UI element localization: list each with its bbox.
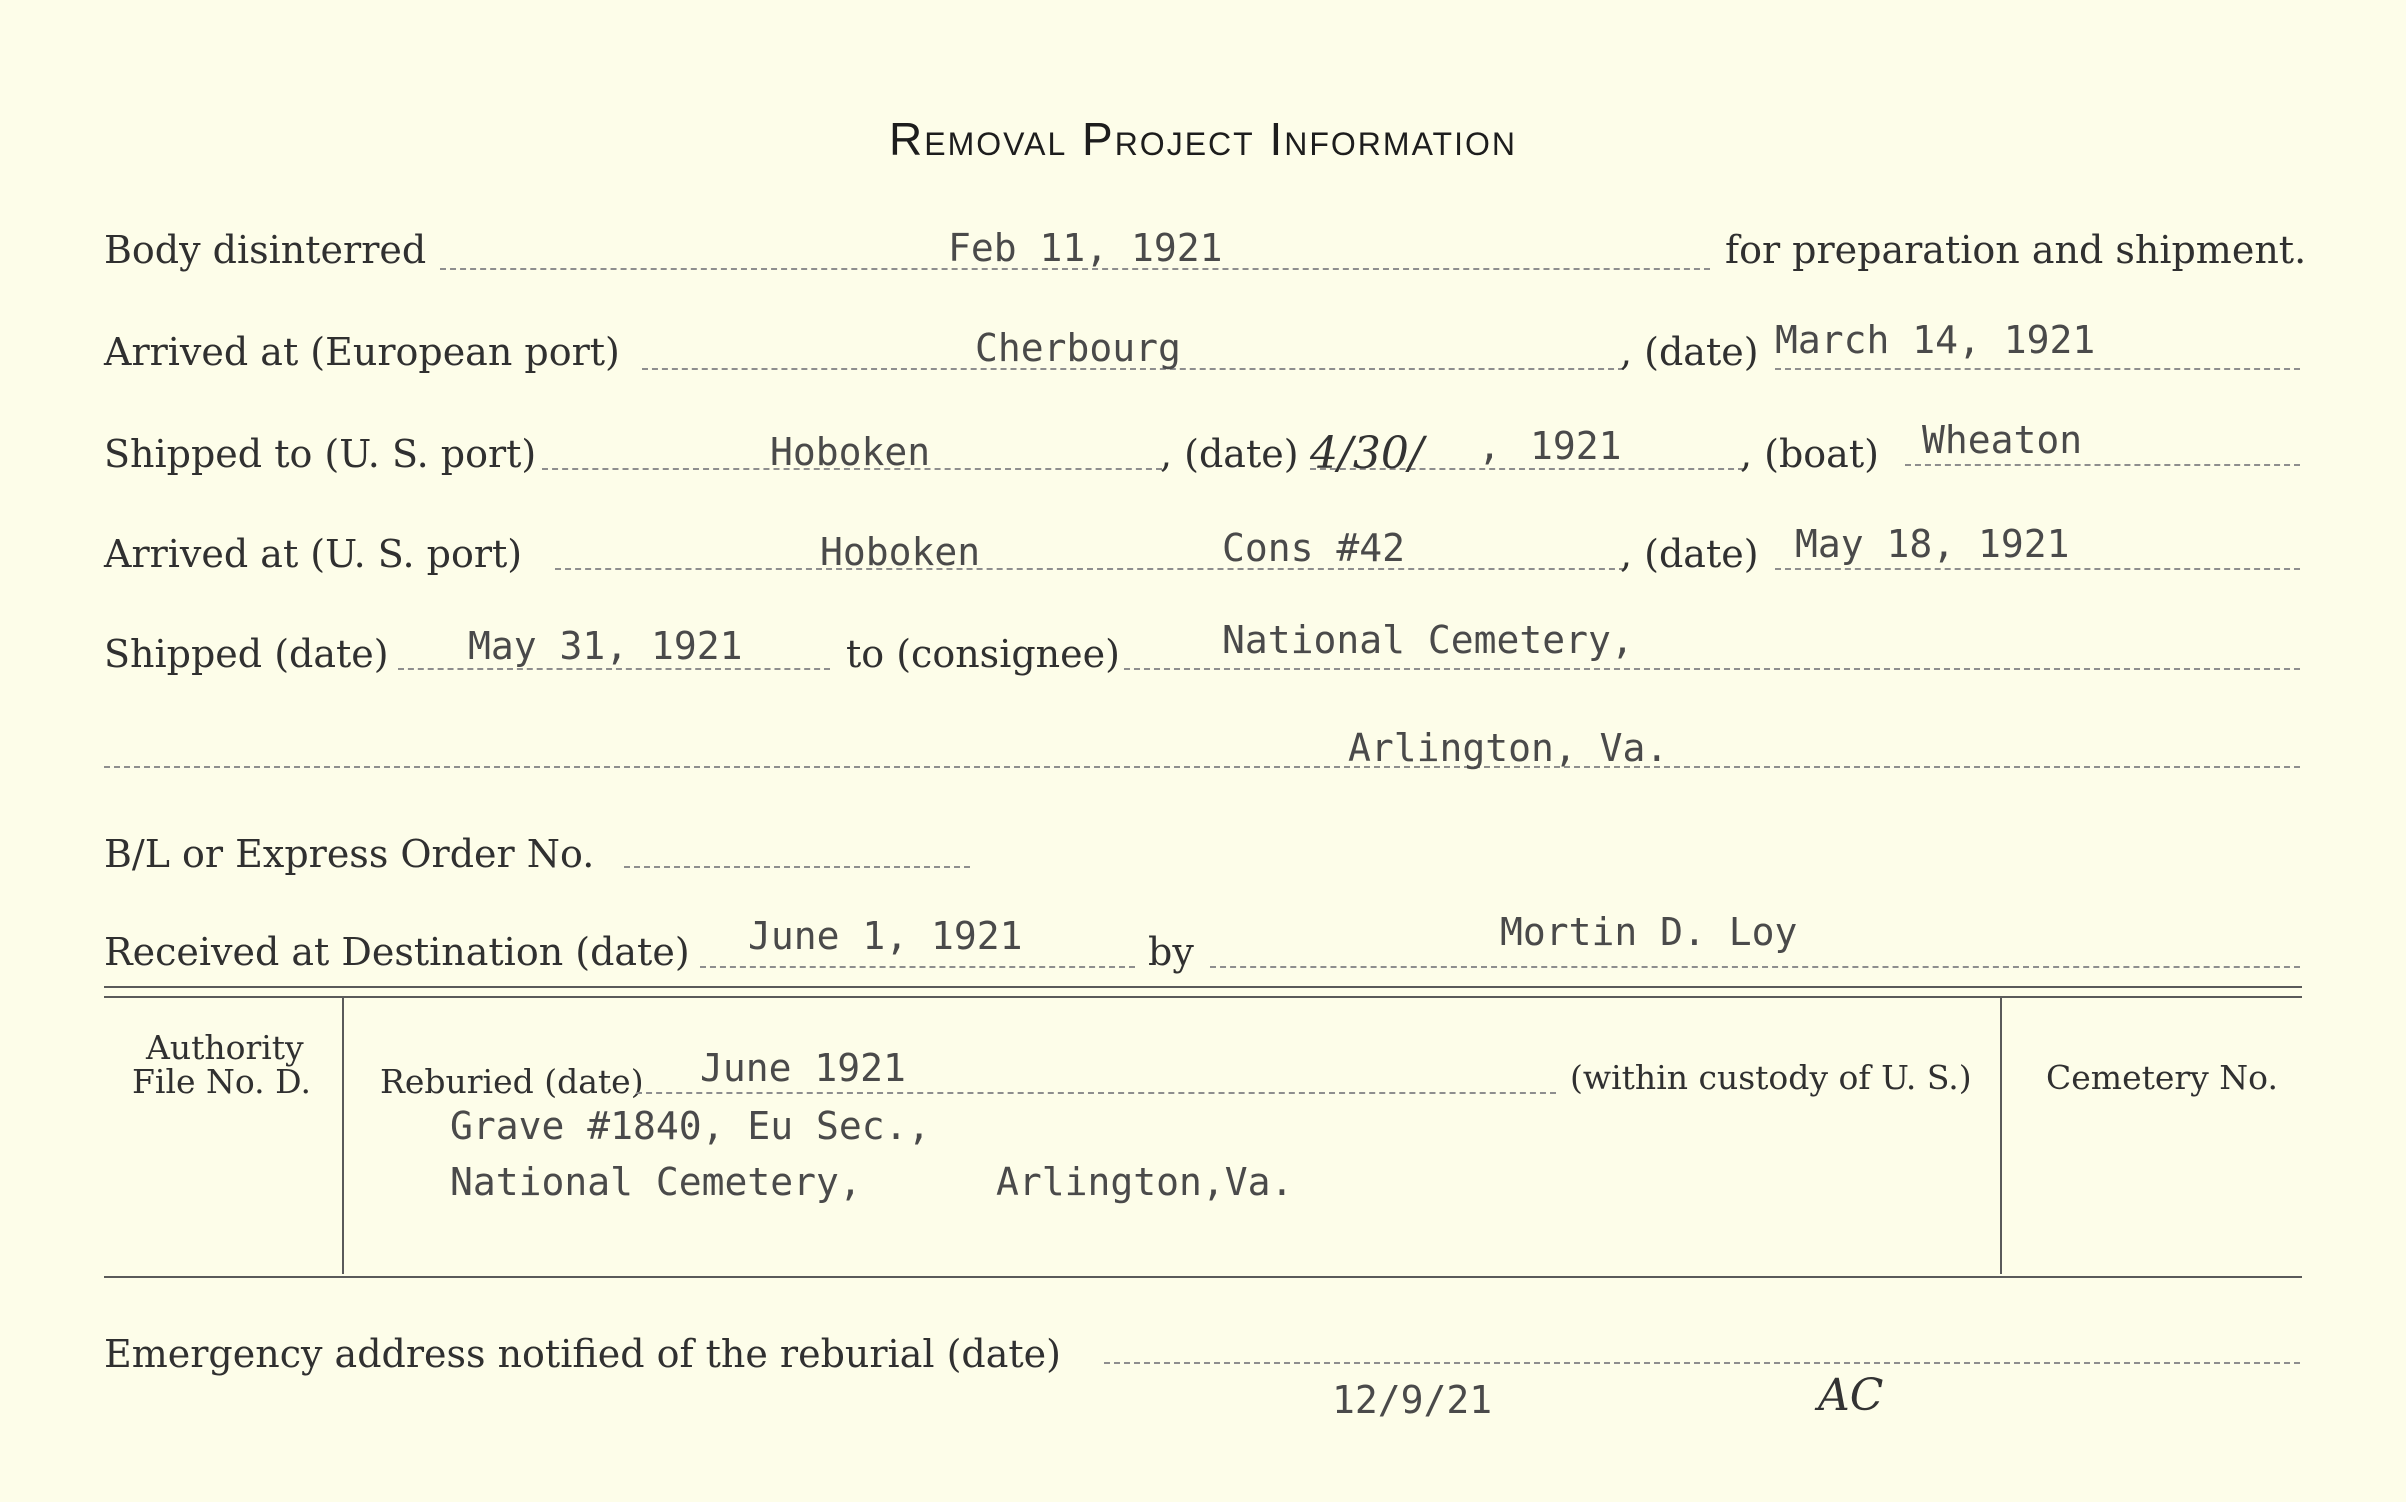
authority-label-1: Authority bbox=[146, 1028, 304, 1067]
consignee-value-2: Arlington, Va. bbox=[1348, 726, 1669, 770]
consignee-continuation-line bbox=[104, 766, 2300, 768]
shipped-date-row-line bbox=[398, 668, 830, 670]
shipped-date-row-label: Shipped (date) bbox=[104, 632, 389, 676]
consignee-label: to (consignee) bbox=[846, 632, 1120, 676]
received-by-line bbox=[1210, 966, 2300, 968]
consignee-value: National Cemetery, bbox=[1222, 618, 1634, 662]
box-top-rule-1 bbox=[104, 986, 2302, 988]
consignment-number: Cons #42 bbox=[1222, 526, 1406, 570]
us-port-arrived-line bbox=[555, 568, 1625, 570]
reburied-date-value: June 1921 bbox=[700, 1046, 906, 1090]
box-bottom-rule bbox=[104, 1276, 2302, 1278]
authority-label-2: File No. D. bbox=[132, 1062, 311, 1101]
body-disinterred-value: Feb 11, 1921 bbox=[948, 226, 1223, 270]
us-arrival-date-line bbox=[1775, 568, 2300, 570]
card-title: Removal Project Information bbox=[889, 113, 1517, 165]
received-date-value: June 1, 1921 bbox=[748, 914, 1023, 958]
reburied-line bbox=[636, 1092, 1556, 1094]
emergency-date-value: 12/9/21 bbox=[1332, 1378, 1493, 1422]
bl-express-label: B/L or Express Order No. bbox=[104, 832, 595, 876]
us-port-arrived-value: Hoboken bbox=[820, 530, 981, 574]
shipped-date-row-value: May 31, 1921 bbox=[468, 624, 743, 668]
box-divider-left bbox=[342, 998, 344, 1274]
emergency-initials: AC bbox=[1818, 1370, 1884, 1421]
shipped-date-year: 1921 bbox=[1530, 424, 1622, 468]
reburied-label: Reburied (date) bbox=[380, 1062, 644, 1101]
european-date-label: , (date) bbox=[1620, 330, 1759, 374]
bl-express-line bbox=[624, 866, 970, 868]
cemetery-no-label: Cemetery No. bbox=[2046, 1058, 2278, 1097]
consignee-line bbox=[1124, 668, 2300, 670]
preparation-shipment-label: for preparation and shipment. bbox=[1725, 228, 2307, 272]
shipped-date-handwritten: 4/30/ bbox=[1310, 428, 1424, 479]
boat-label: , (boat) bbox=[1740, 432, 1879, 476]
european-date-value: March 14, 1921 bbox=[1775, 318, 2096, 362]
european-port-value: Cherbourg bbox=[975, 326, 1181, 370]
box-divider-right bbox=[2000, 998, 2002, 1274]
custody-label: (within custody of U. S.) bbox=[1570, 1058, 1972, 1097]
boat-line bbox=[1905, 464, 2300, 466]
emergency-line bbox=[1104, 1362, 2300, 1364]
us-arrival-date-value: May 18, 1921 bbox=[1795, 522, 2070, 566]
european-port-label: Arrived at (European port) bbox=[104, 330, 620, 374]
received-by-label: by bbox=[1148, 930, 1194, 974]
received-date-line bbox=[700, 966, 1135, 968]
us-port-arrived-label: Arrived at (U. S. port) bbox=[104, 532, 523, 576]
boat-value: Wheaton bbox=[1922, 418, 2083, 462]
european-date-line bbox=[1775, 368, 2300, 370]
emergency-label: Emergency address notified of the reburial (date) bbox=[104, 1332, 1061, 1376]
body-disinterred-label: Body disinterred bbox=[104, 228, 427, 272]
shipped-date-label: , (date) bbox=[1160, 432, 1299, 476]
box-top-rule-2 bbox=[104, 996, 2302, 998]
us-port-shipped-label: Shipped to (U. S. port) bbox=[104, 432, 537, 476]
received-destination-label: Received at Destination (date) bbox=[104, 930, 690, 974]
grave-line-3: Arlington,Va. bbox=[996, 1160, 1294, 1204]
grave-line-2: National Cemetery, bbox=[450, 1160, 862, 1204]
shipped-date-sep: , bbox=[1478, 424, 1501, 468]
us-arrival-date-label: , (date) bbox=[1620, 532, 1759, 576]
us-port-shipped-value: Hoboken bbox=[770, 430, 931, 474]
received-by-value: Mortin D. Loy bbox=[1500, 910, 1798, 954]
grave-line-1: Grave #1840, Eu Sec., bbox=[450, 1104, 931, 1148]
